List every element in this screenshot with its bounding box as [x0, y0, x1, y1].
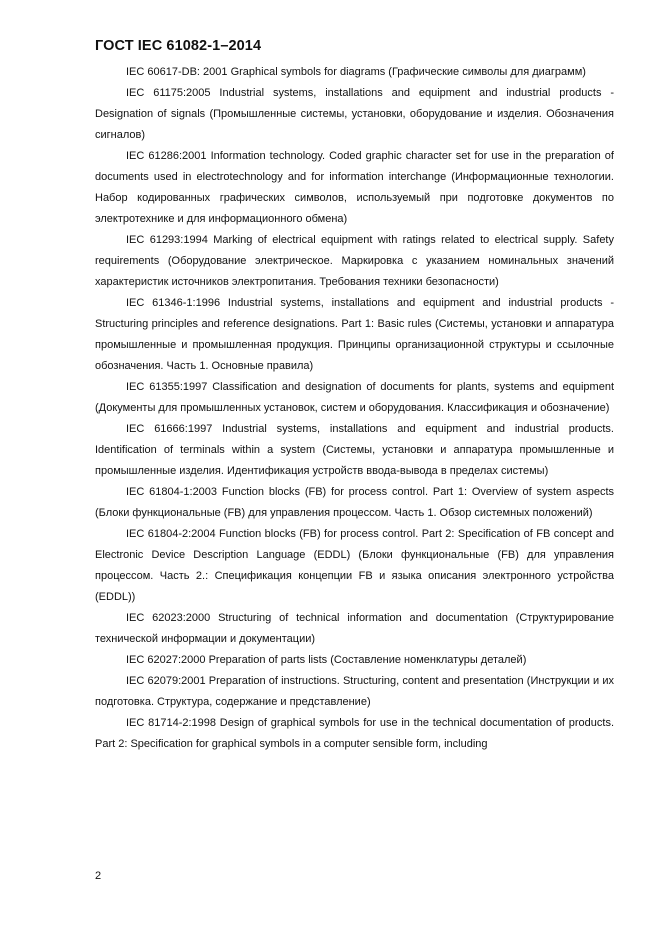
- reference-iec-62027: IEC 62027:2000 Preparation of parts lists (Составление номенклатуры деталей): [126, 654, 527, 666]
- page-number: 2: [95, 870, 102, 882]
- reference-iec-61804-1: IEC 61804-1:2003 Function blocks (FB) for process control. Part 1: Overview of system aspects (Блоки функциональные (FB) для управления процессом. Часть 1. Обзор системных положений): [95, 486, 614, 519]
- document-header: ГОСТ IEC 61082-1–2014: [95, 38, 262, 54]
- reference-iec-61346-1: IEC 61346-1:1996 Industrial systems, installations and equipment and industrial products - Structuring principles and reference designations. Part 1: Basic rules (Системы, установки и аппаратура промышленные и промышленная продукция. Принципы организационной структуры и ссылочные обозначения. Часть 1. Основные правила): [95, 297, 614, 372]
- reference-iec-61355: IEC 61355:1997 Classification and designation of documents for plants, systems and equipment (Документы для промышленных установок, систем и оборудования. Классификация и обозначение): [95, 381, 614, 414]
- reference-iec-61804-2: IEC 61804-2:2004 Function blocks (FB) for process control. Part 2: Specification of FB concept and Electronic Device Description Language (EDDL) (Блоки функциональные (FB) для управления процессом. Часть 2.: Спецификация концепции FB и языка описания электронного устройства (EDDL)): [95, 528, 614, 603]
- reference-iec-61286: IEC 61286:2001 Information technology. Coded graphic character set for use in the preparation of documents used in electrotechnology and for information interchange (Информационные технологии. Набор кодированных графических символов, используемый при подготовке документов по электротехнике и для информационного обмена): [95, 150, 614, 225]
- reference-iec-61666: IEC 61666:1997 Industrial systems, installations and equipment and industrial products. Identification of terminals within a system (Системы, установки и аппаратура промышленные и промышленные изделия. Идентификация устройств ввода-вывода в пределах системы): [95, 423, 614, 477]
- reference-iec-61293: IEC 61293:1994 Marking of electrical equipment with ratings related to electrical supply. Safety requirements (Оборудование электрическое. Маркировка с указанием номинальных значений характеристик источников электропитания. Требования техники безопасности): [95, 234, 614, 288]
- reference-iec-62023: IEC 62023:2000 Structuring of technical information and documentation (Структурирование технической информации и документации): [95, 612, 614, 645]
- reference-iec-61175: IEC 61175:2005 Industrial systems, installations and equipment and industrial products - Designation of signals (Промышленные системы, установки, оборудование и изделия. Обозначения сигналов): [95, 87, 614, 141]
- reference-iec-60617: IEC 60617-DB: 2001 Graphical symbols for diagrams (Графические символы для диаграмм): [126, 66, 586, 78]
- normative-references-list: [95, 62, 614, 755]
- reference-iec-62079: IEC 62079:2001 Preparation of instructions. Structuring, content and presentation (Инструкции и их подготовка. Структура, содержание и представление): [95, 675, 614, 708]
- reference-iec-81714-2: IEC 81714-2:1998 Design of graphical symbols for use in the technical documentation of products. Part 2: Specification for graphical symbols in a computer sensible form, including: [95, 717, 614, 750]
